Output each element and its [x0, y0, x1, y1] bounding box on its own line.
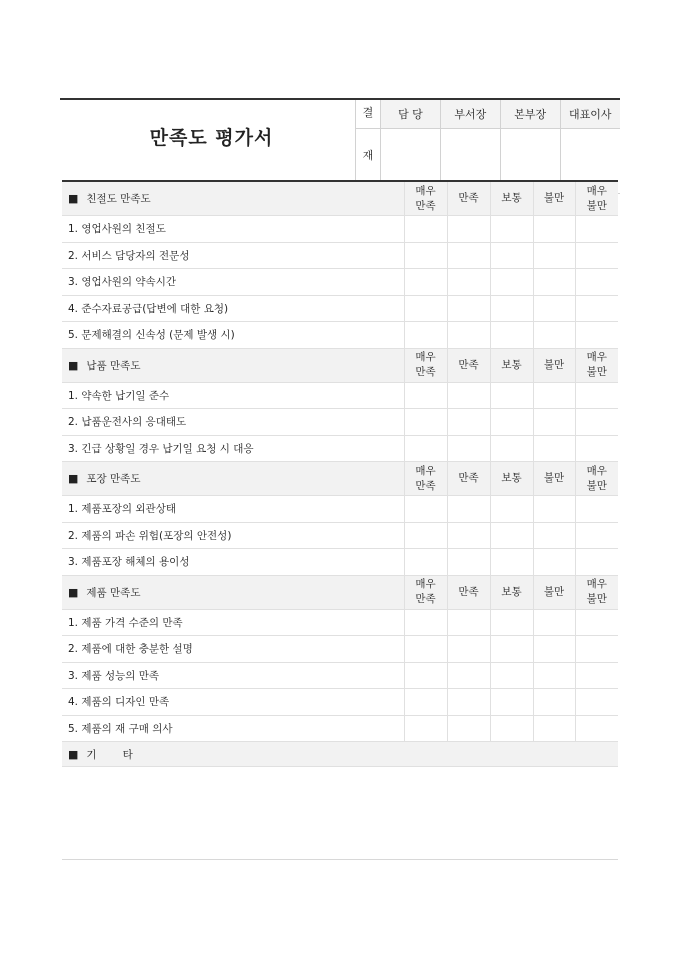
bullet-square-icon: ■	[68, 585, 79, 599]
bullet-square-icon: ■	[68, 472, 79, 485]
rating-cell-1[interactable]	[447, 435, 490, 462]
question-row	[62, 322, 618, 349]
bullet-square-icon: ■	[68, 747, 79, 761]
question-text: 3. 제품포장 해체의 용이성	[62, 549, 404, 576]
rating-cell-1[interactable]	[447, 295, 490, 322]
scale-header-1	[447, 348, 490, 382]
document-header	[60, 98, 620, 172]
section-header-row	[62, 348, 618, 382]
rating-cell-4[interactable]	[575, 409, 618, 436]
rating-cell-4[interactable]	[575, 609, 618, 636]
section-title: 포장 만족도	[86, 473, 141, 485]
scale-label: 불만	[543, 192, 565, 204]
question-row	[62, 522, 618, 549]
question-row	[62, 496, 618, 523]
rating-cell-0[interactable]	[404, 609, 447, 636]
question-text: 3. 제품 성능의 만족	[62, 662, 404, 689]
rating-cell-3[interactable]	[533, 409, 575, 436]
question-text: 1. 영업사원의 친절도	[62, 216, 404, 243]
scale-header-1	[447, 462, 490, 496]
rating-cell-2[interactable]	[490, 522, 533, 549]
survey-body	[62, 181, 618, 767]
scale-header-3	[533, 181, 575, 216]
question-text: 1. 제품 가격 수준의 만족	[62, 609, 404, 636]
rating-cell-0[interactable]	[404, 662, 447, 689]
rating-cell-4[interactable]	[575, 435, 618, 462]
question-text: 2. 제품에 대한 충분한 설명	[62, 636, 404, 663]
scale-header-4	[575, 462, 618, 496]
approval-role-ceo: 대표이사	[560, 100, 620, 129]
scale-label: 매우 불만	[586, 578, 607, 605]
scale-header-4	[575, 348, 618, 382]
rating-cell-3[interactable]	[533, 609, 575, 636]
rating-cell-1[interactable]	[447, 636, 490, 663]
question-row	[62, 549, 618, 576]
section-title-cell	[62, 462, 404, 496]
rating-cell-3[interactable]	[533, 549, 575, 576]
section-header-row	[62, 575, 618, 609]
section-title-cell	[62, 348, 404, 382]
rating-cell-2[interactable]	[490, 609, 533, 636]
question-row	[62, 609, 618, 636]
scale-header-2	[490, 575, 533, 609]
other-cell	[62, 742, 618, 767]
scale-label: 불만	[543, 358, 565, 371]
question-row	[62, 269, 618, 296]
rating-cell-1[interactable]	[447, 382, 490, 409]
question-text: 5. 문제해결의 신속성 (문제 발생 시)	[62, 322, 404, 349]
question-row	[62, 715, 618, 742]
scale-label: 매우 불만	[586, 184, 607, 212]
rating-cell-3[interactable]	[533, 636, 575, 663]
rating-cell-2[interactable]	[490, 715, 533, 742]
question-row	[62, 242, 618, 269]
approval-label-bottom: 재	[356, 129, 381, 194]
rating-cell-1[interactable]	[447, 242, 490, 269]
rating-cell-0[interactable]	[404, 636, 447, 663]
rating-cell-2[interactable]	[490, 322, 533, 349]
rating-cell-0[interactable]	[404, 522, 447, 549]
rating-cell-2[interactable]	[490, 496, 533, 523]
rating-cell-3[interactable]	[533, 715, 575, 742]
scale-header-3	[533, 348, 575, 382]
rating-cell-4[interactable]	[575, 496, 618, 523]
rating-cell-2[interactable]	[490, 549, 533, 576]
other-label-left: 기	[86, 748, 97, 761]
scale-label: 불만	[543, 472, 565, 484]
rating-cell-1[interactable]	[447, 496, 490, 523]
question-text: 2. 납품운전사의 응대태도	[62, 409, 404, 436]
scale-label: 만족	[458, 472, 479, 484]
rating-cell-3[interactable]	[533, 242, 575, 269]
scale-label: 불만	[543, 585, 565, 598]
rating-cell-2[interactable]	[490, 295, 533, 322]
scale-header-4	[575, 575, 618, 609]
rating-cell-3[interactable]	[533, 435, 575, 462]
scale-header-3	[533, 575, 575, 609]
scale-label: 매우 불만	[586, 351, 607, 378]
footer-divider	[62, 859, 618, 860]
question-row	[62, 382, 618, 409]
scale-label: 보통	[501, 192, 522, 204]
rating-cell-1[interactable]	[447, 549, 490, 576]
rating-cell-4[interactable]	[575, 322, 618, 349]
scale-label: 매우 만족	[415, 578, 436, 605]
question-row	[62, 435, 618, 462]
rating-cell-1[interactable]	[447, 322, 490, 349]
section-title-cell	[62, 181, 404, 216]
rating-cell-3[interactable]	[533, 382, 575, 409]
section-header-row	[62, 181, 618, 216]
scale-header-0	[404, 181, 447, 216]
rating-cell-2[interactable]	[490, 435, 533, 462]
scale-label: 만족	[458, 192, 479, 204]
question-row	[62, 409, 618, 436]
rating-cell-3[interactable]	[533, 295, 575, 322]
rating-cell-1[interactable]	[447, 689, 490, 716]
question-text: 4. 준수자료공급(답변에 대한 요청)	[62, 295, 404, 322]
rating-cell-4[interactable]	[575, 382, 618, 409]
rating-cell-0[interactable]	[404, 496, 447, 523]
rating-cell-3[interactable]	[533, 269, 575, 296]
section-title: 친절도 만족도	[86, 193, 151, 205]
question-row	[62, 662, 618, 689]
rating-cell-0[interactable]	[404, 549, 447, 576]
question-text: 4. 제품의 디자인 만족	[62, 689, 404, 716]
rating-cell-0[interactable]	[404, 216, 447, 243]
rating-cell-2[interactable]	[490, 216, 533, 243]
question-text: 1. 제품포장의 외관상태	[62, 496, 404, 523]
rating-cell-4[interactable]	[575, 715, 618, 742]
rating-cell-1[interactable]	[447, 662, 490, 689]
scale-label: 매우 만족	[415, 464, 436, 492]
rating-cell-0[interactable]	[404, 689, 447, 716]
section-title: 제품 만족도	[86, 586, 141, 599]
approval-role-staff: 담 당	[381, 100, 441, 129]
rating-cell-1[interactable]	[447, 522, 490, 549]
approval-role-division-head: 본부장	[500, 100, 560, 129]
scale-label: 보통	[501, 358, 522, 371]
page-title: 만족도 평가서	[149, 126, 274, 149]
scale-label: 매우 만족	[415, 184, 436, 212]
section-header-row	[62, 462, 618, 496]
rating-cell-0[interactable]	[404, 715, 447, 742]
title-box	[60, 100, 355, 172]
scale-header-1	[447, 575, 490, 609]
rating-cell-3[interactable]	[533, 662, 575, 689]
scale-header-0	[404, 575, 447, 609]
rating-cell-3[interactable]	[533, 689, 575, 716]
scale-header-1	[447, 181, 490, 216]
rating-cell-2[interactable]	[490, 636, 533, 663]
question-text: 5. 제품의 재 구매 의사	[62, 715, 404, 742]
scale-header-0	[404, 462, 447, 496]
rating-cell-3[interactable]	[533, 522, 575, 549]
bullet-square-icon: ■	[68, 358, 79, 372]
rating-cell-1[interactable]	[447, 269, 490, 296]
question-text: 3. 영업사원의 약속시간	[62, 269, 404, 296]
approval-label-top: 결	[356, 100, 381, 129]
rating-cell-0[interactable]	[404, 295, 447, 322]
question-text: 1. 약속한 납기일 준수	[62, 382, 404, 409]
question-row	[62, 295, 618, 322]
scale-header-2	[490, 348, 533, 382]
rating-cell-4[interactable]	[575, 662, 618, 689]
rating-cell-3[interactable]	[533, 216, 575, 243]
rating-cell-4[interactable]	[575, 216, 618, 243]
other-label-right: 타	[122, 748, 133, 761]
scale-label: 보통	[501, 585, 522, 598]
scale-header-3	[533, 462, 575, 496]
rating-cell-4[interactable]	[575, 636, 618, 663]
rating-cell-2[interactable]	[490, 689, 533, 716]
question-row	[62, 216, 618, 243]
question-text: 2. 서비스 담당자의 전문성	[62, 242, 404, 269]
rating-cell-1[interactable]	[447, 609, 490, 636]
section-title: 납품 만족도	[86, 359, 141, 372]
rating-cell-4[interactable]	[575, 522, 618, 549]
survey-table	[62, 180, 618, 767]
question-text: 3. 긴급 상황일 경우 납기일 요청 시 대응	[62, 435, 404, 462]
rating-cell-2[interactable]	[490, 242, 533, 269]
rating-cell-2[interactable]	[490, 382, 533, 409]
scale-header-4	[575, 181, 618, 216]
rating-cell-4[interactable]	[575, 295, 618, 322]
rating-cell-0[interactable]	[404, 322, 447, 349]
rating-cell-1[interactable]	[447, 715, 490, 742]
scale-label: 만족	[458, 358, 479, 371]
scale-header-2	[490, 181, 533, 216]
rating-cell-4[interactable]	[575, 549, 618, 576]
rating-cell-4[interactable]	[575, 269, 618, 296]
scale-header-0	[404, 348, 447, 382]
rating-cell-2[interactable]	[490, 409, 533, 436]
question-row	[62, 689, 618, 716]
rating-cell-4[interactable]	[575, 689, 618, 716]
question-row	[62, 636, 618, 663]
rating-cell-0[interactable]	[404, 409, 447, 436]
rating-cell-2[interactable]	[490, 662, 533, 689]
scale-header-2	[490, 462, 533, 496]
rating-cell-0[interactable]	[404, 269, 447, 296]
rating-cell-3[interactable]	[533, 496, 575, 523]
rating-cell-1[interactable]	[447, 216, 490, 243]
rating-cell-0[interactable]	[404, 435, 447, 462]
rating-cell-0[interactable]	[404, 242, 447, 269]
section-title-cell	[62, 575, 404, 609]
scale-label: 매우 불만	[586, 464, 607, 492]
scale-label: 매우 만족	[415, 351, 436, 378]
question-text: 2. 제품의 파손 위험(포장의 안전성)	[62, 522, 404, 549]
rating-cell-3[interactable]	[533, 322, 575, 349]
other-row	[62, 742, 618, 767]
scale-label: 보통	[501, 472, 522, 484]
rating-cell-2[interactable]	[490, 269, 533, 296]
approval-role-dept-head: 부서장	[440, 100, 500, 129]
rating-cell-4[interactable]	[575, 242, 618, 269]
bullet-square-icon: ■	[68, 192, 79, 205]
rating-cell-0[interactable]	[404, 382, 447, 409]
scale-label: 만족	[458, 585, 479, 598]
rating-cell-1[interactable]	[447, 409, 490, 436]
